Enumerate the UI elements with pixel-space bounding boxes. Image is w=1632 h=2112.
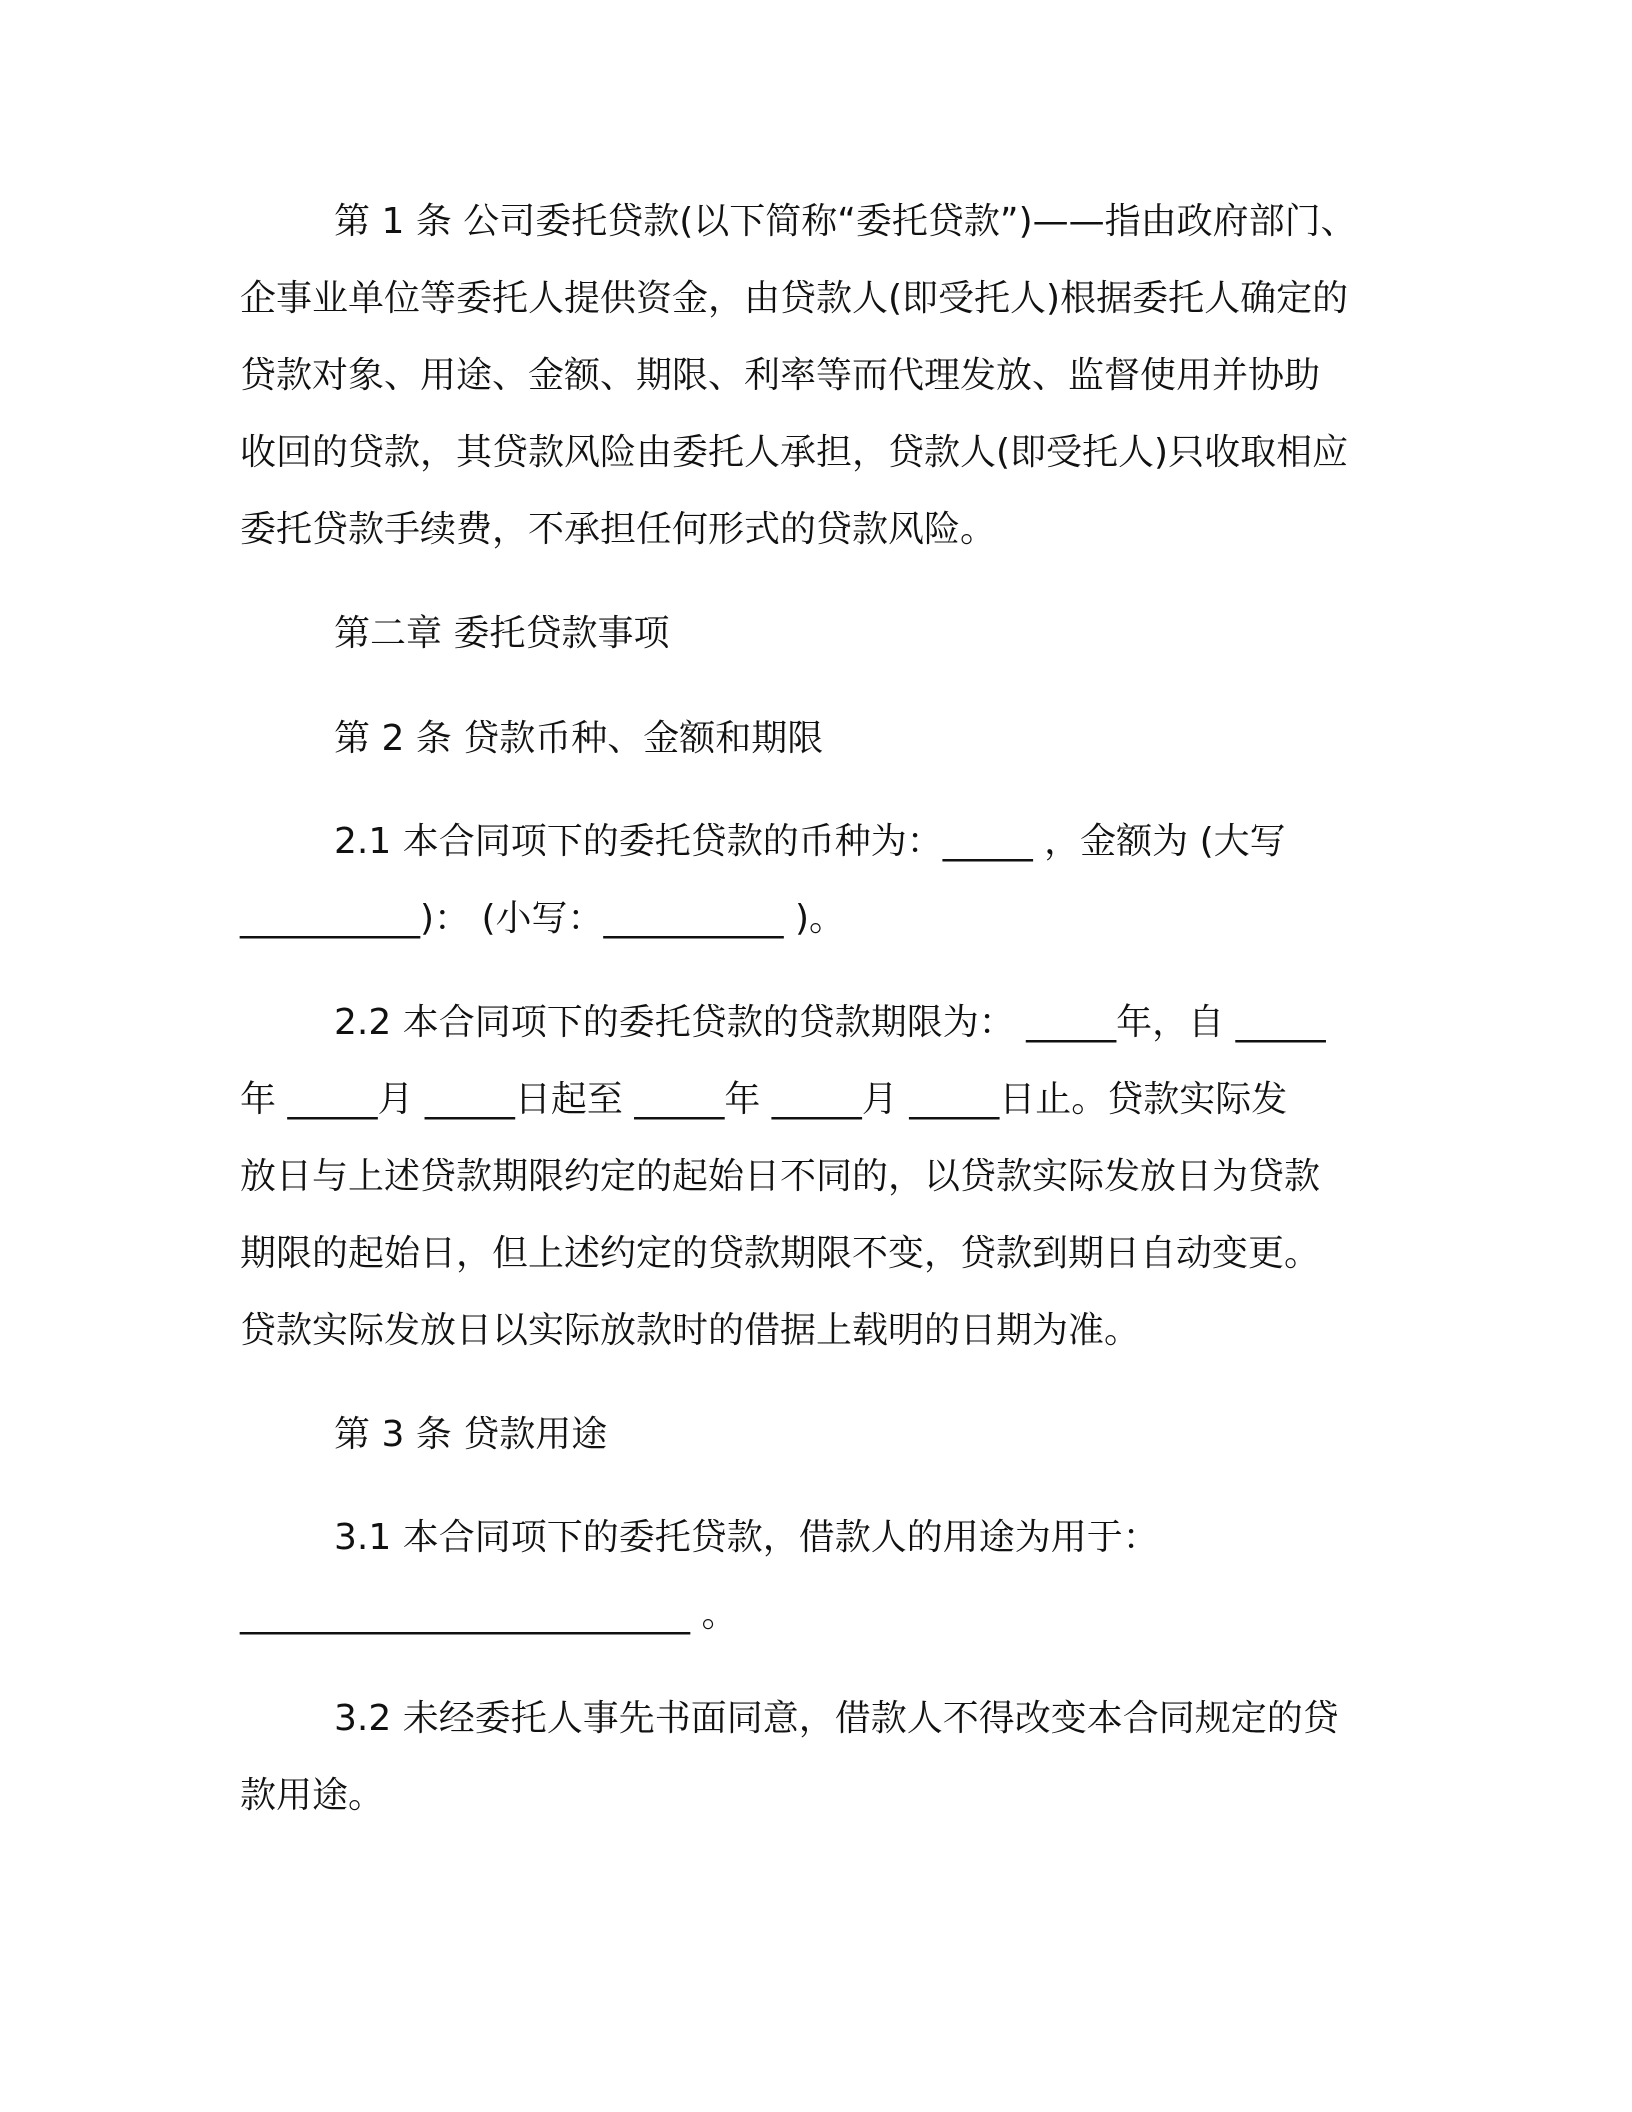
clause-2-2-paragraph	[240, 984, 1388, 1369]
text-line: 款用途。	[240, 1775, 385, 1816]
text-line: 收回的贷款，其贷款风险由委托人承担，贷款人(即受托人)只收取相应	[240, 432, 1349, 473]
article-2-heading: 第 2 条 贷款币种、金额和期限	[334, 718, 824, 759]
text-line: 放日与上述贷款期限约定的起始日不同的，以贷款实际发放日为贷款	[240, 1156, 1321, 1197]
text-line: 2.2 本合同项下的委托贷款的贷款期限为： _____年，自 _____	[334, 1002, 1326, 1043]
clause-3-2-paragraph	[240, 1680, 1388, 1834]
text-line: __________)： (小写：__________ )。	[240, 898, 846, 939]
article-1-paragraph	[240, 183, 1388, 568]
chapter-2-heading: 第二章 委托贷款事项	[334, 613, 670, 654]
article-3-heading: 第 3 条 贷款用途	[334, 1414, 608, 1455]
text-line: 期限的起始日，但上述约定的贷款期限不变，贷款到期日自动变更。	[240, 1233, 1321, 1274]
text-line: _________________________ 。	[240, 1594, 738, 1635]
text-line: 3.1 本合同项下的委托贷款，借款人的用途为用于：	[334, 1517, 1159, 1558]
text-line: 3.2 未经委托人事先书面同意，借款人不得改变本合同规定的贷	[334, 1698, 1339, 1739]
clause-2-1-paragraph	[240, 803, 1388, 957]
text-line: 贷款对象、用途、金额、期限、利率等而代理发放、监督使用并协助	[240, 355, 1321, 396]
text-line: 委托贷款手续费，不承担任何形式的贷款风险。	[240, 509, 997, 550]
document-body	[240, 183, 1388, 1834]
text-line: 第 1 条 公司委托贷款(以下简称“委托贷款”)——指由政府部门、	[334, 201, 1357, 242]
text-line: 企事业单位等委托人提供资金，由贷款人(即受托人)根据委托人确定的	[240, 278, 1349, 319]
clause-3-1-paragraph	[240, 1499, 1388, 1653]
text-line: 2.1 本合同项下的委托贷款的币种为：_____ ，金额为 (大写	[334, 821, 1286, 862]
text-line: 年 _____月 _____日起至 _____年 _____月 _____日止。贷款实际发	[240, 1079, 1288, 1120]
text-line: 贷款实际发放日以实际放款时的借据上载明的日期为准。	[240, 1310, 1141, 1351]
